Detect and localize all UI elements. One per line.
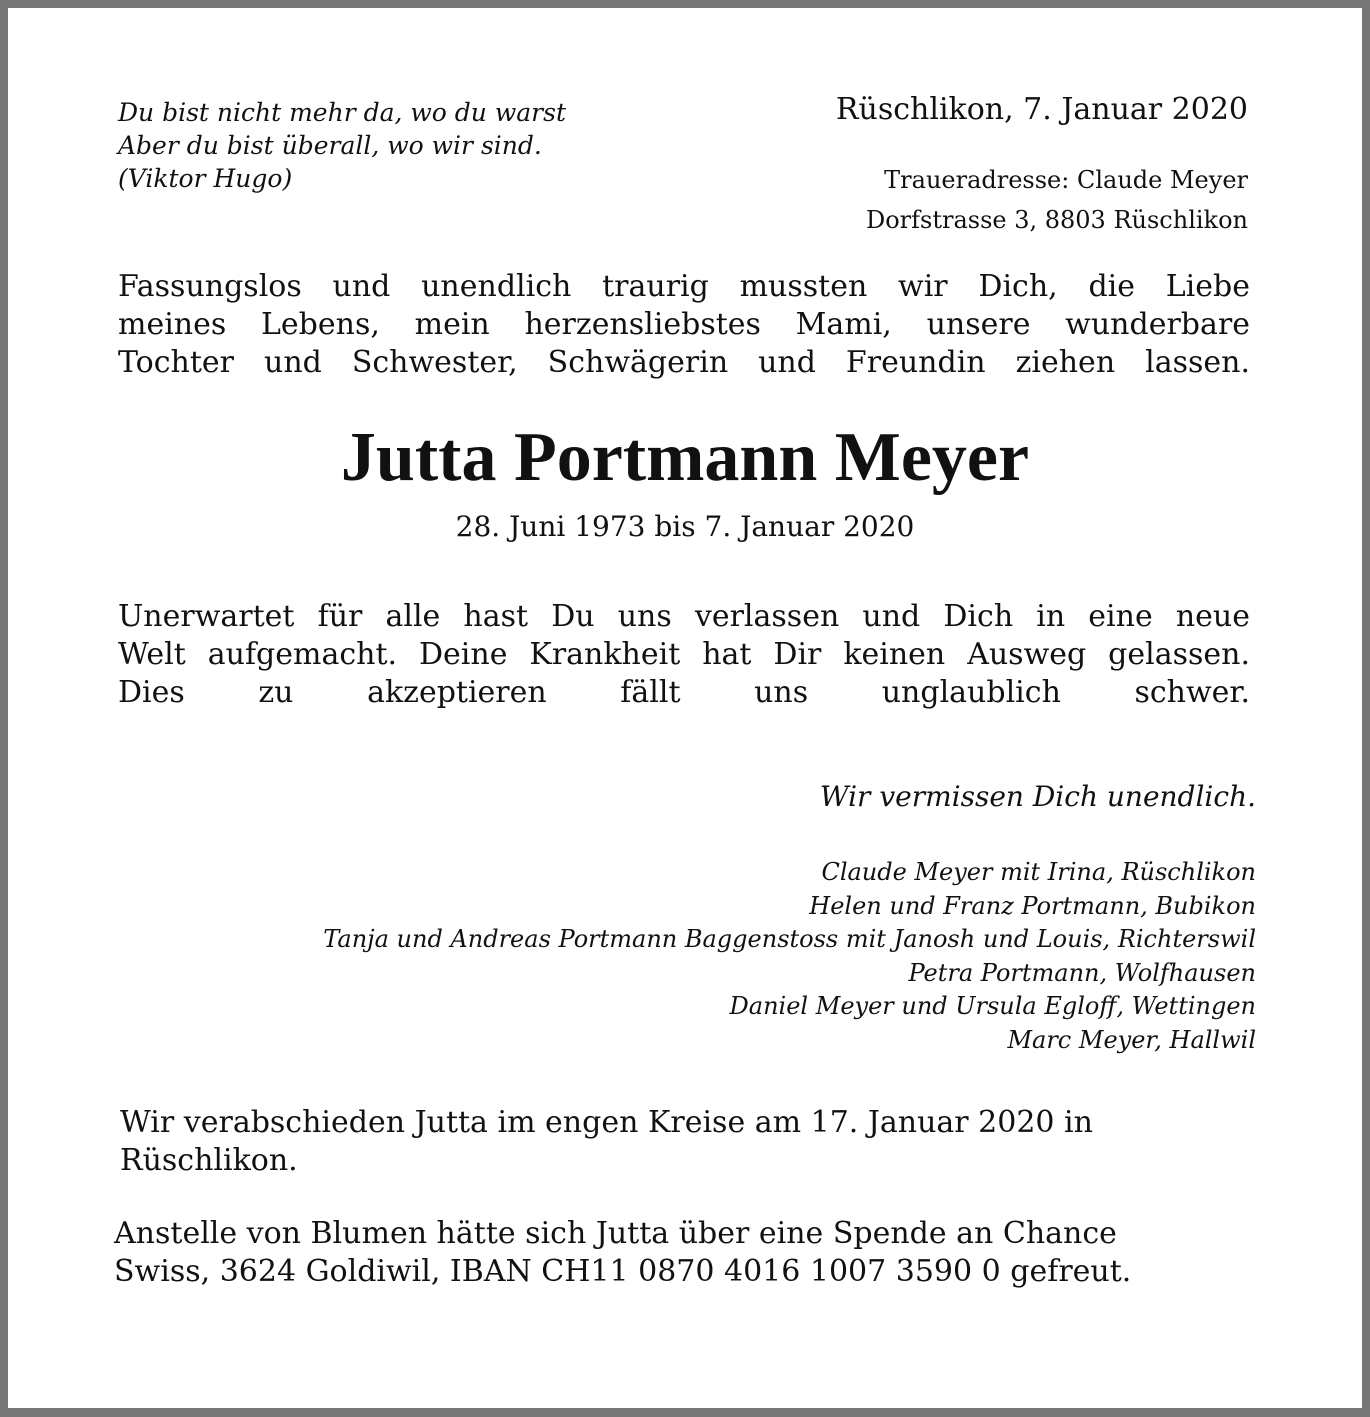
quote-author: (Viktor Hugo) xyxy=(118,164,293,193)
body-line: Welt aufgemacht. Deine Krankheit hat Dir keinen Ausweg gelassen. xyxy=(118,637,1250,672)
obituary-page xyxy=(8,8,1362,1408)
family-member: Marc Meyer, Hallwil xyxy=(1007,1025,1256,1054)
life-dates: 28. Juni 1973 bis 7. Januar 2020 xyxy=(455,510,915,543)
body-paragraph xyxy=(118,598,1250,712)
address-line: Traueradresse: Claude Meyer xyxy=(884,166,1248,194)
intro-paragraph xyxy=(118,268,1250,382)
quote-line: Du bist nicht mehr da, wo du warst xyxy=(118,98,566,127)
family-member: Petra Portmann, Wolfhausen xyxy=(908,958,1256,987)
body-line: Dies zu akzeptieren fällt uns unglaublich schwer. xyxy=(118,675,1250,710)
donation-line: Anstelle von Blumen hätte sich Jutta über eine Spende an Chance xyxy=(114,1216,1117,1251)
mourning-address xyxy=(866,160,1248,240)
family-member: Helen und Franz Portmann, Bubikon xyxy=(809,891,1256,920)
place-date: Rüschlikon, 7. Januar 2020 xyxy=(835,92,1248,127)
family-list xyxy=(323,856,1256,1057)
address-line: Dorfstrasse 3, 8803 Rüschlikon xyxy=(865,206,1248,234)
deceased-name: Jutta Portmann Meyer xyxy=(340,419,1030,496)
farewell-line: Wir verabschieden Jutta im engen Kreise am 17. Januar 2020 in xyxy=(120,1105,1093,1140)
intro-line: Fassungslos und unendlich traurig mussten wir Dich, die Liebe xyxy=(118,269,1250,304)
intro-line: Tochter und Schwester, Schwägerin und Freundin ziehen lassen. xyxy=(118,345,1250,380)
farewell-line: Rüschlikon. xyxy=(120,1143,298,1178)
miss-line: Wir vermissen Dich unendlich. xyxy=(819,780,1256,813)
quote-line: Aber du bist überall, wo wir sind. xyxy=(118,131,542,160)
family-member: Claude Meyer mit Irina, Rüschlikon xyxy=(821,858,1256,886)
quote xyxy=(118,96,566,195)
body-line: Unerwartet für alle hast Du uns verlassen und Dich in eine neue xyxy=(118,599,1250,634)
family-member: Tanja und Andreas Portmann Baggenstoss mit Janosh und Louis, Richterswil xyxy=(323,925,1256,953)
intro-line: meines Lebens, mein herzensliebstes Mami, unsere wunderbare xyxy=(118,307,1250,342)
donation-paragraph xyxy=(114,1215,1131,1291)
donation-line: Swiss, 3624 Goldiwil, IBAN CH11 0870 4016 1007 3590 0 gefreut. xyxy=(114,1254,1132,1289)
family-member: Daniel Meyer und Ursula Egloff, Wettingen xyxy=(729,992,1256,1020)
farewell-paragraph xyxy=(120,1104,1093,1180)
